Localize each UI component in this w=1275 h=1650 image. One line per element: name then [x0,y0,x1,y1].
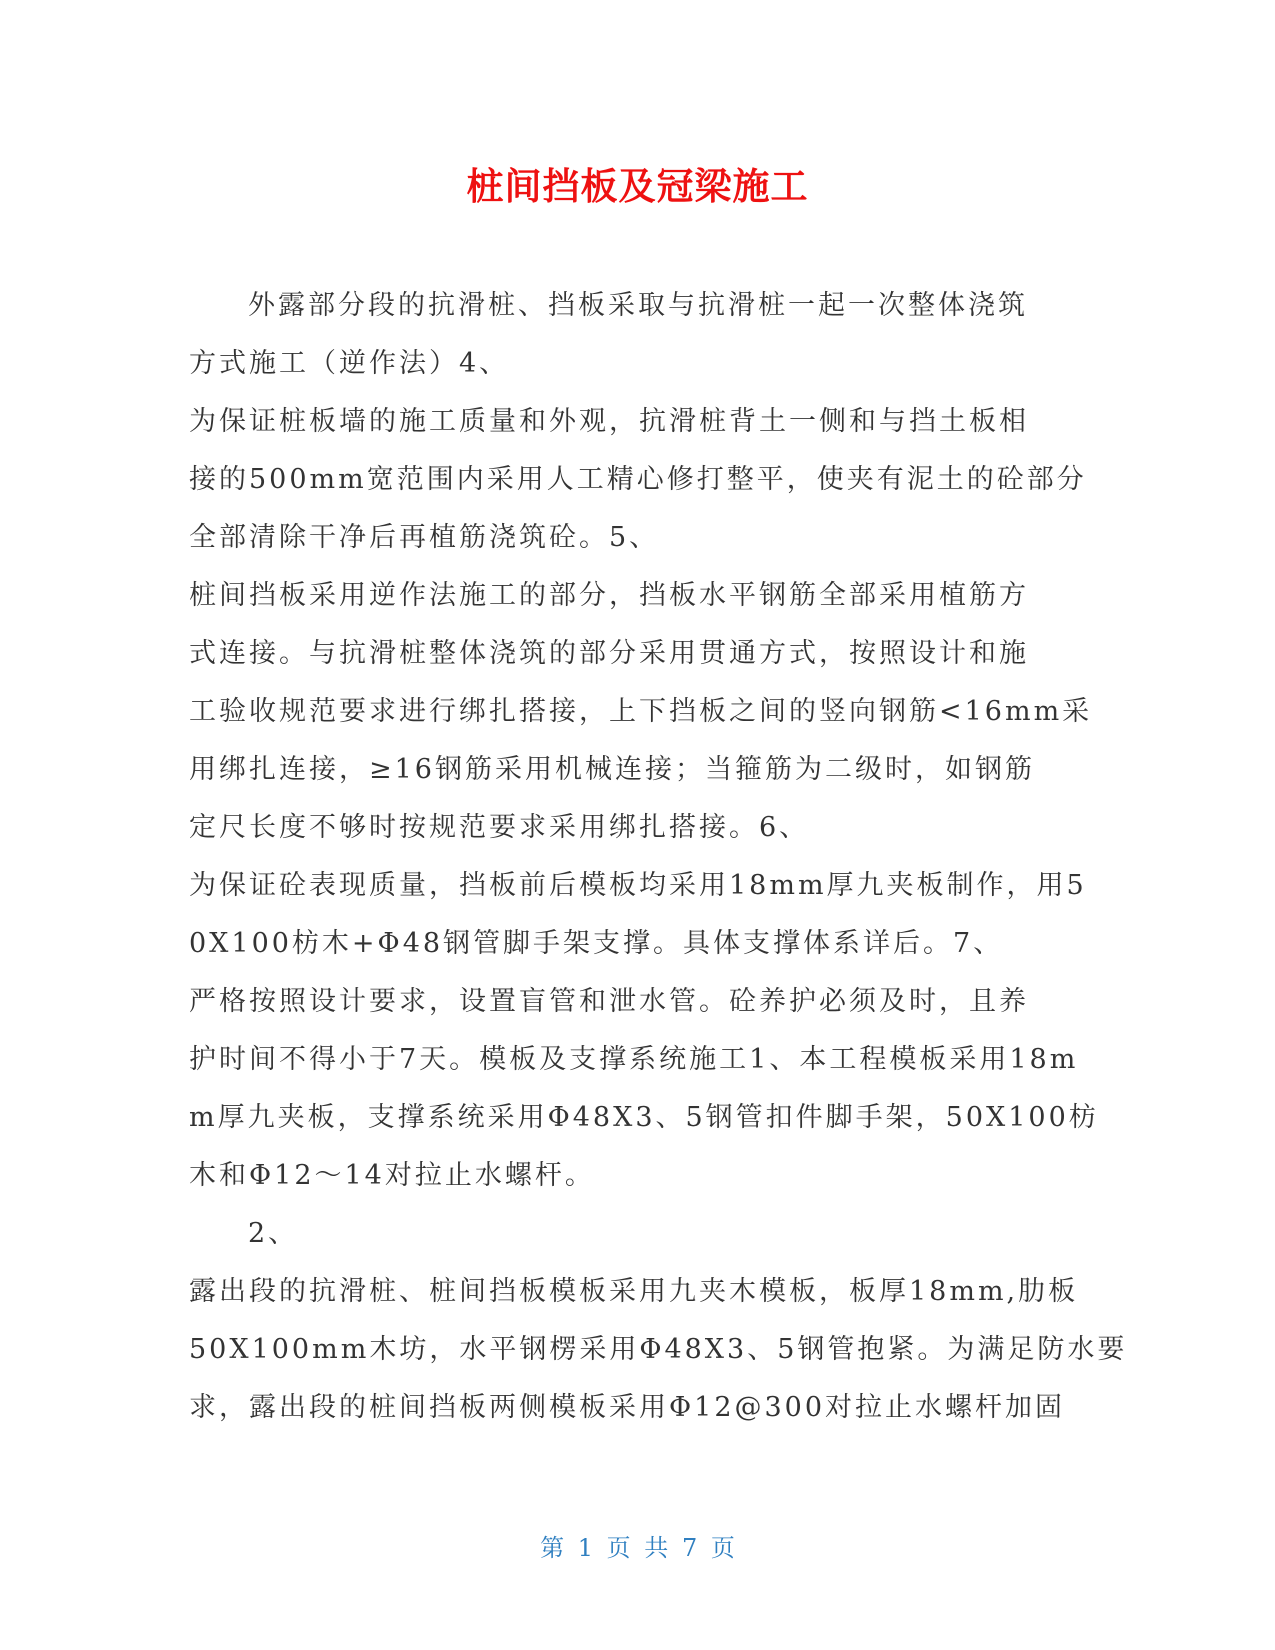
body-line: 严格按照设计要求，设置盲管和泄水管。砼养护必须及时，且养 [189,986,1029,1017]
body-line: 定尺长度不够时按规范要求采用绑扎搭接。6、 [189,812,810,843]
body-line: 方式施工（逆作法）4、 [189,348,510,379]
page-number-footer: 第 1 页 共 7 页 [540,1534,735,1562]
body-line: 桩间挡板采用逆作法施工的部分，挡板水平钢筋全部采用植筋方 [189,580,1029,611]
page-title: 桩间挡板及冠梁施工 [466,165,809,208]
body-line: 全部清除干净后再植筋浇筑砼。5、 [189,522,660,553]
body-line: m厚九夹板，支撑系统采用Φ48X3、5钢管扣件脚手架，50X100枋 [189,1102,1099,1133]
body-line: 0X100枋木+Φ48钢管脚手架支撑。具体支撑体系详后。7、 [189,928,1004,959]
body-line: 用绑扎连接，≥16钢筋采用机械连接；当箍筋为二级时，如钢筋 [189,754,1035,785]
body-line: 式连接。与抗滑桩整体浇筑的部分采用贯通方式，按照设计和施 [189,638,1029,669]
body-line: 为保证砼表现质量，挡板前后模板均采用18mm厚九夹板制作，用5 [189,870,1087,901]
body-line: 接的500mm宽范围内采用人工精心修打整平，使夹有泥土的砼部分 [189,464,1087,495]
body-line: 露出段的抗滑桩、桩间挡板模板采用九夹木模板，板厚18mm,肋板 [189,1276,1079,1307]
body-line: 求，露出段的桩间挡板两侧模板采用Φ12@300对拉止水螺杆加固 [189,1392,1066,1423]
body-line: 2、 [248,1218,299,1249]
body-line: 工验收规范要求进行绑扎搭接，上下挡板之间的竖向钢筋<16mm采 [189,696,1093,727]
body-line: 护时间不得小于7天。模板及支撑系统施工1、本工程模板采用18m [189,1044,1079,1075]
body-line: 50X100mm木坊，水平钢楞采用Φ48X3、5钢管抱紧。为满足防水要 [189,1334,1128,1365]
body-line: 为保证桩板墙的施工质量和外观，抗滑桩背土一侧和与挡土板相 [189,406,1029,437]
body-line: 外露部分段的抗滑桩、挡板采取与抗滑桩一起一次整体浇筑 [248,290,1028,321]
body-line: 木和Φ12～14对拉止水螺杆。 [189,1160,595,1191]
